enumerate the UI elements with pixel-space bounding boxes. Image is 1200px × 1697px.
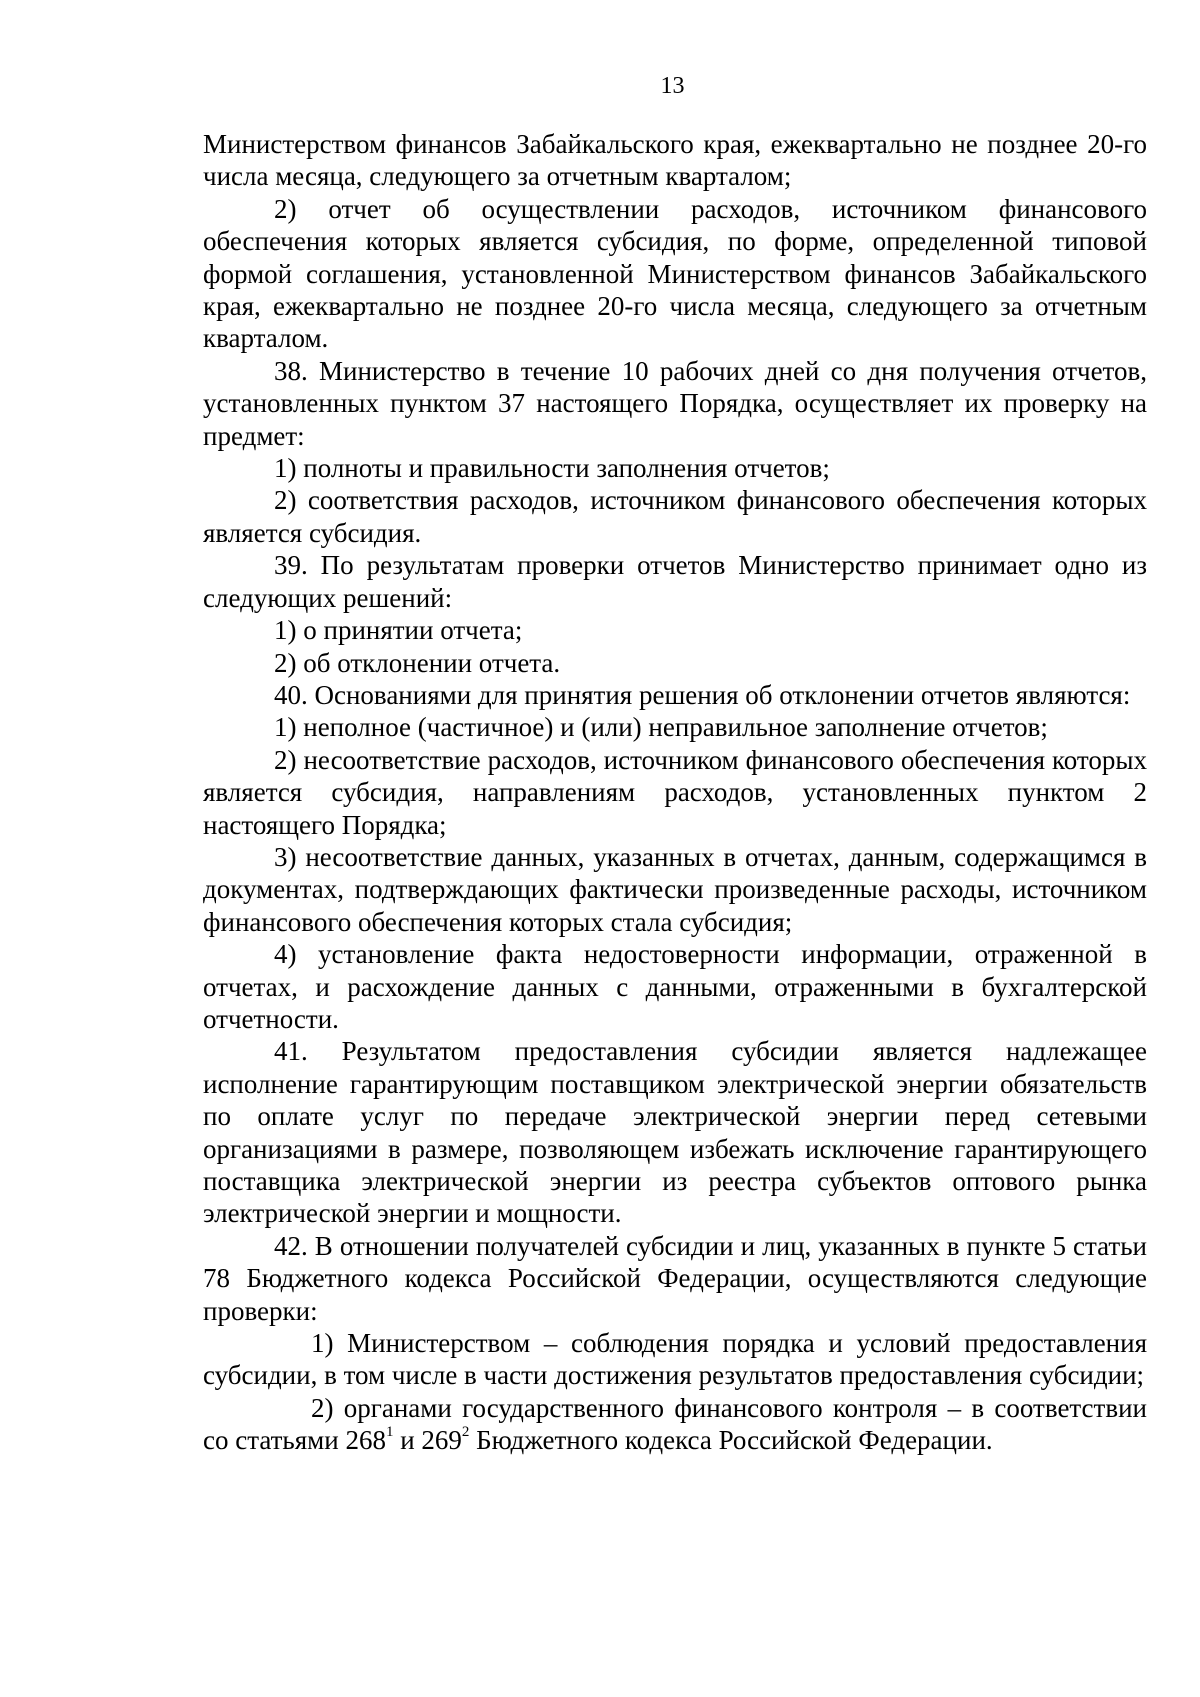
text-run: и 269 <box>393 1425 462 1456</box>
text-run: 2) органами государственного финансового контроля – в соответствии со статьями 268 <box>203 1392 1147 1456</box>
paragraph: 2) отчет об осуществлении расходов, источником финансового обеспечения которых является субсидия, по форме, определенной типовой формой соглашения, установленной Министерством финансов Забайкальского края, ежеквартально не позднее 20-го числа месяца, следующего за отчетным кварталом. <box>203 193 1147 354</box>
paragraph: 2) несоответствие расходов, источником финансового обеспечения которых является субсидия, направлениям расходов, установленных пунктом 2 настоящего Порядка; <box>203 744 1147 840</box>
paragraph: 40. Основаниями для принятия решения об отклонении отчетов являются: <box>274 679 1131 710</box>
paragraph: 1) Министерством – соблюдения порядка и условий предоставления субсидии, в том числе в части достижения результатов предоставления субсидии; <box>203 1328 1147 1391</box>
superscript: 2 <box>461 1424 470 1441</box>
paragraph: 1) неполное (частичное) и (или) неправильное заполнение отчетов; <box>274 712 1048 743</box>
paragraph: 1) о принятии отчета; <box>274 615 523 646</box>
paragraph: 2) об отклонении отчета. <box>274 647 561 678</box>
paragraph: 1) полноты и правильности заполнения отчетов; <box>274 453 830 484</box>
paragraph: 2) соответствия расходов, источником финансового обеспечения которых является субсидия. <box>203 485 1147 548</box>
document-body <box>203 128 1147 1457</box>
paragraph: Министерством финансов Забайкальского края, ежеквартально не позднее 20-го числа месяца, следующего за отчетным кварталом; <box>203 129 1147 192</box>
paragraph: 41. Результатом предоставления субсидии является надлежащее исполнение гарантирующим поставщиком электрической энергии обязательств по оплате услуг по передаче электрической энергии перед сетевыми организациями в размере, позволяющем избежать исключение гарантирующего поставщика электрической энергии из реестра субъектов оптового рынка электрической энергии и мощности. <box>203 1036 1147 1229</box>
text-run: Бюджетного кодекса Российской Федерации. <box>469 1425 993 1456</box>
paragraph: 38. Министерство в течение 10 рабочих дней со дня получения отчетов, установленных пунктом 37 настоящего Порядка, осуществляет их проверку на предмет: <box>203 355 1147 451</box>
paragraph: 39. По результатам проверки отчетов Министерство принимает одно из следующих решений: <box>203 550 1147 613</box>
paragraph: 4) установление факта недостоверности информации, отраженной в отчетах, и расхождение данных с данными, отраженными в бухгалтерской отчетности. <box>203 939 1147 1034</box>
superscript: 1 <box>385 1424 394 1441</box>
paragraph: 3) несоответствие данных, указанных в отчетах, данным, содержащимся в документах, подтверждающих фактически произведенные расходы, источником финансового обеспечения которых стала субсидия; <box>203 841 1147 937</box>
paragraph: 42. В отношении получателей субсидии и лиц, указанных в пункте 5 статьи 78 Бюджетного кодекса Российской Федерации, осуществляются следующие проверки: <box>203 1230 1147 1326</box>
paragraph-last <box>203 1392 1147 1457</box>
page-number: 13 <box>660 73 685 99</box>
